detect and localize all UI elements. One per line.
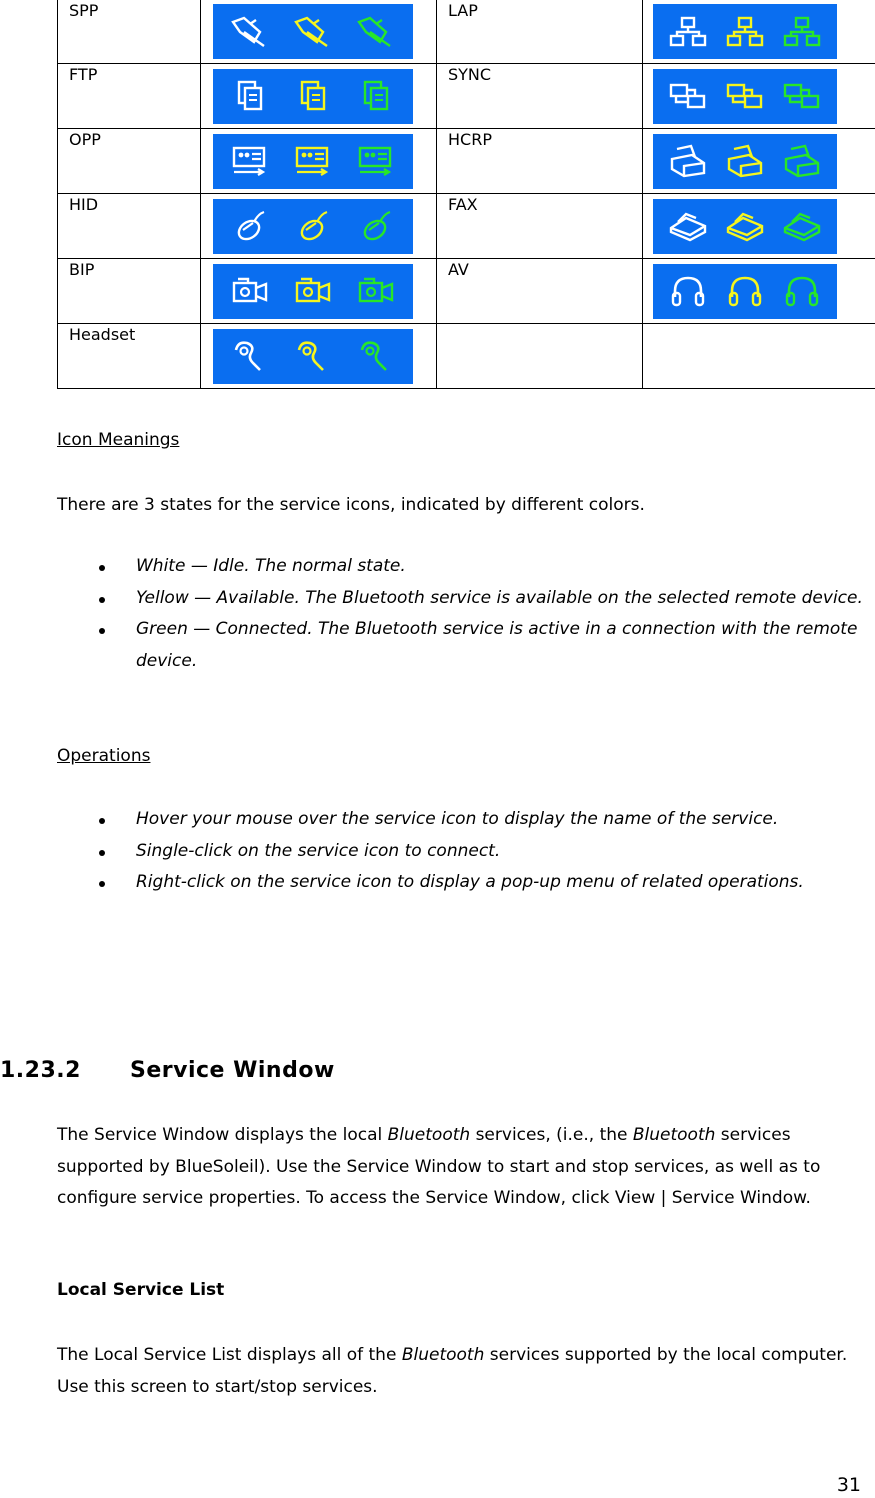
local-service-list-heading: Local Service List [57, 1280, 225, 1300]
sync-icon [725, 78, 765, 114]
service-label: FTP [58, 64, 201, 129]
mouse-icon-strip [213, 199, 413, 254]
headphones-icon [668, 273, 708, 309]
object-push-icon [356, 143, 396, 179]
section-title: Service Window [130, 1058, 335, 1083]
sync-icon [668, 78, 708, 114]
headphones-icon [782, 273, 822, 309]
file-transfer-icon [230, 78, 270, 114]
serial-port-icon [230, 14, 270, 50]
printer-icon [782, 143, 822, 179]
list-item: Hover your mouse over the service icon to display the name of the service. [96, 804, 866, 836]
page-number: 31 [836, 1474, 861, 1496]
service-icon-table [57, 0, 875, 389]
headset-icon-strip [213, 329, 413, 384]
service-label: BIP [58, 259, 201, 324]
printer-icon [668, 143, 708, 179]
fax-icon [782, 208, 822, 244]
camera-icon [356, 273, 396, 309]
service-label: SYNC [437, 64, 643, 129]
service-label: OPP [58, 129, 201, 194]
service-label: HCRP [437, 129, 643, 194]
section-heading [0, 1058, 335, 1083]
table-row [58, 259, 875, 324]
icon-meanings-intro: There are 3 states for the service icons, indicated by different colors. [57, 495, 645, 515]
icon-meanings-heading: Icon Meanings [57, 430, 180, 450]
fax-icon [725, 208, 765, 244]
operations-heading: Operations [57, 746, 151, 766]
table-row [58, 0, 875, 64]
list-item: Green — Connected. The Bluetooth service is active in a connection with the remote device. [96, 614, 866, 677]
local-service-list-paragraph: The Local Service List displays all of the Bluetooth services supported by the local computer. Use this screen to start/stop services. [57, 1345, 848, 1397]
service-label: LAP [437, 0, 643, 64]
file-transfer-icon-strip [213, 69, 413, 124]
object-push-icon [293, 143, 333, 179]
fax-icon-strip [653, 199, 837, 254]
camera-icon-strip [213, 264, 413, 319]
mouse-icon [230, 208, 270, 244]
serial-port-icon [293, 14, 333, 50]
service-label: AV [437, 259, 643, 324]
mouse-icon [293, 208, 333, 244]
service-label: FAX [437, 194, 643, 259]
list-item: Yellow — Available. The Bluetooth service is available on the selected remote device. [96, 583, 866, 615]
table-row [58, 129, 875, 194]
operations-list [96, 804, 866, 899]
list-item: Single-click on the service icon to connect. [96, 836, 866, 868]
section-number: 1.23.2 [0, 1058, 81, 1083]
icon-meanings-list [96, 551, 866, 677]
printer-icon [725, 143, 765, 179]
list-item: Right-click on the service icon to display a pop-up menu of related operations. [96, 867, 866, 899]
serial-port-icon [356, 14, 396, 50]
object-push-icon [230, 143, 270, 179]
sync-icon [782, 78, 822, 114]
mouse-icon [356, 208, 396, 244]
camera-icon [230, 273, 270, 309]
headphones-icon-strip [653, 264, 837, 319]
object-push-icon-strip [213, 134, 413, 189]
service-label: SPP [58, 0, 201, 64]
list-item: White — Idle. The normal state. [96, 551, 866, 583]
table-row [58, 64, 875, 129]
service-label: Headset [58, 324, 201, 389]
lan-access-icon-strip [653, 4, 837, 59]
table-row [58, 194, 875, 259]
empty-cell [643, 324, 875, 389]
headphones-icon [725, 273, 765, 309]
lan-access-icon [782, 14, 822, 50]
table-row [58, 324, 875, 389]
lan-access-icon [725, 14, 765, 50]
service-label: HID [58, 194, 201, 259]
fax-icon [668, 208, 708, 244]
headset-icon [356, 338, 396, 374]
lan-access-icon [668, 14, 708, 50]
camera-icon [293, 273, 333, 309]
serial-port-icon-strip [213, 4, 413, 59]
headset-icon [293, 338, 333, 374]
file-transfer-icon [356, 78, 396, 114]
service-window-paragraph: The Service Window displays the local Bluetooth services, (i.e., the Bluetooth services supported by BlueSoleil). Use the Service Window to start and stop services, as well as to configure service properties. To access the Service Window, click View | Service Window. [57, 1125, 821, 1208]
file-transfer-icon [293, 78, 333, 114]
printer-icon-strip [653, 134, 837, 189]
headset-icon [230, 338, 270, 374]
sync-icon-strip [653, 69, 837, 124]
service-label [437, 324, 643, 389]
